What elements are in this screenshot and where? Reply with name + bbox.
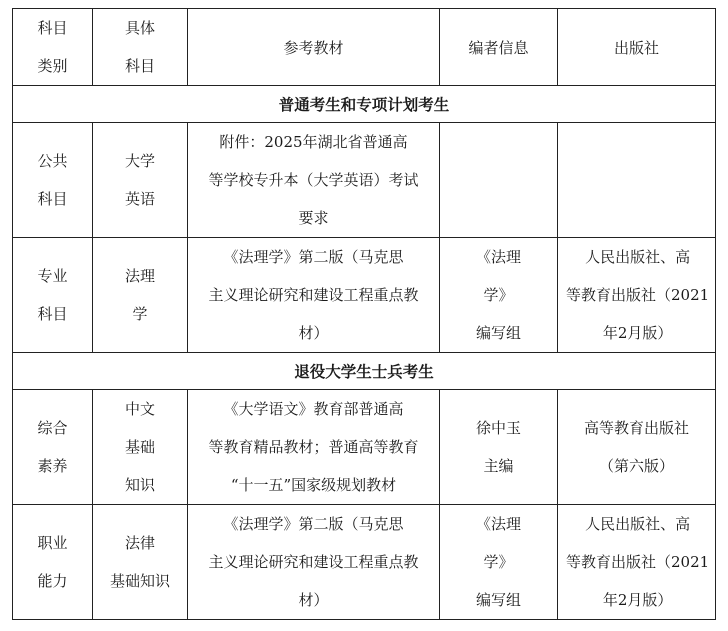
header-author: 编者信息: [440, 9, 558, 86]
table-row: [13, 505, 716, 620]
header-textbook: 参考教材: [188, 9, 440, 86]
row-textbook: 附件：2025年湖北省普通高 等学校专升本（大学英语）考试 要求: [188, 123, 440, 238]
row-author: 徐中玉 主编: [440, 390, 558, 505]
row-author: 《法理 学》 编写组: [440, 505, 558, 620]
header-publisher: 出版社: [558, 9, 716, 86]
header-category: 科目 类别: [13, 9, 93, 86]
row-textbook: 《大学语文》教育部普通高 等教育精品教材；普通高等教育 “十一五”国家级规划教材: [188, 390, 440, 505]
row-subject: 大学 英语: [93, 123, 188, 238]
table-row: [13, 390, 716, 505]
row-category: 职业 能力: [13, 505, 93, 620]
row-publisher: [558, 123, 716, 238]
row-textbook: 《法理学》第二版（马克思 主义理论研究和建设工程重点教 材）: [188, 505, 440, 620]
row-publisher: 高等教育出版社 （第六版）: [558, 390, 716, 505]
row-subject: 法理 学: [93, 238, 188, 353]
section-row: [13, 86, 716, 123]
row-textbook: 《法理学》第二版（马克思 主义理论研究和建设工程重点教 材）: [188, 238, 440, 353]
row-author: 《法理 学》 编写组: [440, 238, 558, 353]
header-subject: 具体 科目: [93, 9, 188, 86]
row-author: [440, 123, 558, 238]
row-publisher: 人民出版社、高 等教育出版社（2021 年2月版）: [558, 505, 716, 620]
section-title: 普通考生和专项计划考生: [13, 86, 716, 123]
table-row: [13, 123, 716, 238]
textbook-table-page: [12, 8, 716, 620]
row-publisher: 人民出版社、高 等教育出版社（2021 年2月版）: [558, 238, 716, 353]
row-category: 公共 科目: [13, 123, 93, 238]
section-title: 退役大学生士兵考生: [13, 353, 716, 390]
section-row: [13, 353, 716, 390]
row-subject: 法律 基础知识: [93, 505, 188, 620]
row-subject: 中文 基础 知识: [93, 390, 188, 505]
table-row: [13, 238, 716, 353]
table-header-row: [13, 9, 716, 86]
row-category: 专业 科目: [13, 238, 93, 353]
row-category: 综合 素养: [13, 390, 93, 505]
textbook-reference-table: [12, 8, 716, 620]
